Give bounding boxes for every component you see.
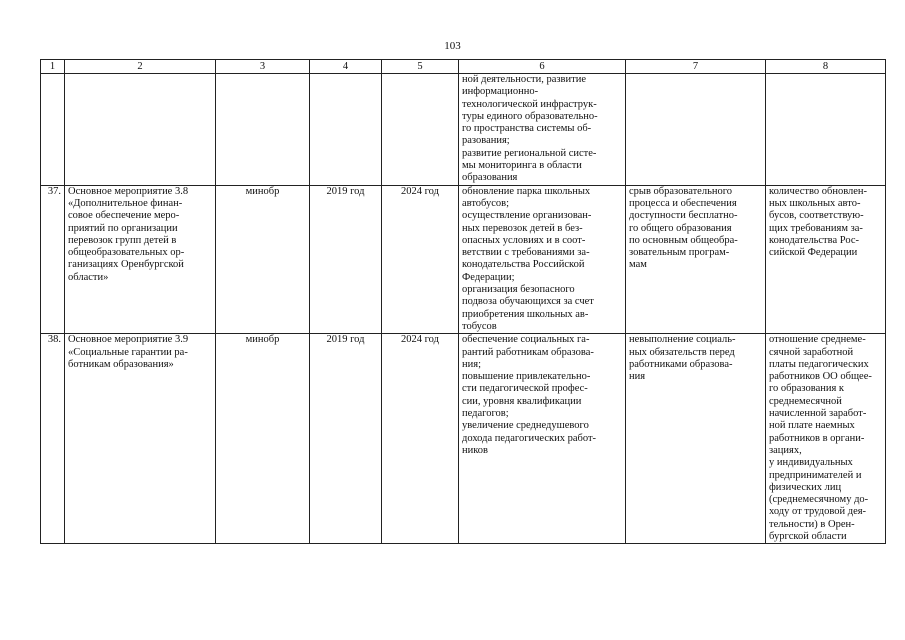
consequence [626,74,766,186]
table-row [41,185,886,334]
measures-table [40,59,886,544]
start-year: 2019 год [310,334,382,544]
start-year: 2019 год [310,185,382,334]
column-header: 4 [310,60,382,74]
column-header: 3 [216,60,310,74]
end-year [382,74,459,186]
executor: минобр [216,334,310,544]
indicator [766,74,886,186]
column-header: 6 [459,60,626,74]
executor [216,74,310,186]
expected-result: обновление парка школьных автобусов; осуществление организован- ных перевозок детей в без- опасных условиях и в соот- ветствии с требованиями за- конодательства Российской Федерации; организация безопасного подвоза обучающихся за счет приобретения школьных ав- тобусов [459,185,626,334]
measure-name [65,74,216,186]
end-year: 2024 год [382,185,459,334]
indicator: количество обновлен- ных школьных авто- бусов, соответствую- щих требованиям за- конодательства Рос- сийской Федерации [766,185,886,334]
page-number: 103 [444,40,461,52]
expected-result: ной деятельности, развитие информационно- технологической инфраструк- туры единого образовательно- го пространства системы об- разования; развитие региональной систе- мы мониторинга в области образования [459,74,626,186]
consequence: срыв образовательного процесса и обеспечения доступности бесплатно- го общего образования по основным общеобра- зовательным програм- мам [626,185,766,334]
consequence: невыполнение социаль- ных обязательств перед работниками образова- ния [626,334,766,544]
column-header: 2 [65,60,216,74]
table-row [41,74,886,186]
column-header: 1 [41,60,65,74]
start-year [310,74,382,186]
measure-name: Основное мероприятие 3.9 «Социальные гарантии ра- ботникам образования» [65,334,216,544]
row-number: 38. [41,334,65,544]
expected-result: обеспечение социальных га- рантий работникам образова- ния; повышение привлекательно- сти педагогической профес- сии, уровня квалификации педагогов; увеличение среднедушевого дохода педагогических работ- ников [459,334,626,544]
row-number [41,74,65,186]
executor: минобр [216,185,310,334]
indicator: отношение среднеме- сячной заработной платы педагогических работников ОО общее- го образования к среднемесячной начисленной заработ- ной плате наемных работников в органи- зациях, у индивидуальных предпринимателей и физических лиц (среднемесячному до- ходу от трудовой дея- тельности) в Орен- бургской области [766,334,886,544]
row-number: 37. [41,185,65,334]
table-row [41,334,886,544]
column-header: 5 [382,60,459,74]
column-header: 7 [626,60,766,74]
column-header-row [41,60,886,74]
end-year: 2024 год [382,334,459,544]
measure-name: Основное мероприятие 3.8 «Дополнительное финан- совое обеспечение меро- приятий по организации перевозок групп детей в общеобразовательных ор- ганизациях Оренбургской области» [65,185,216,334]
column-header: 8 [766,60,886,74]
